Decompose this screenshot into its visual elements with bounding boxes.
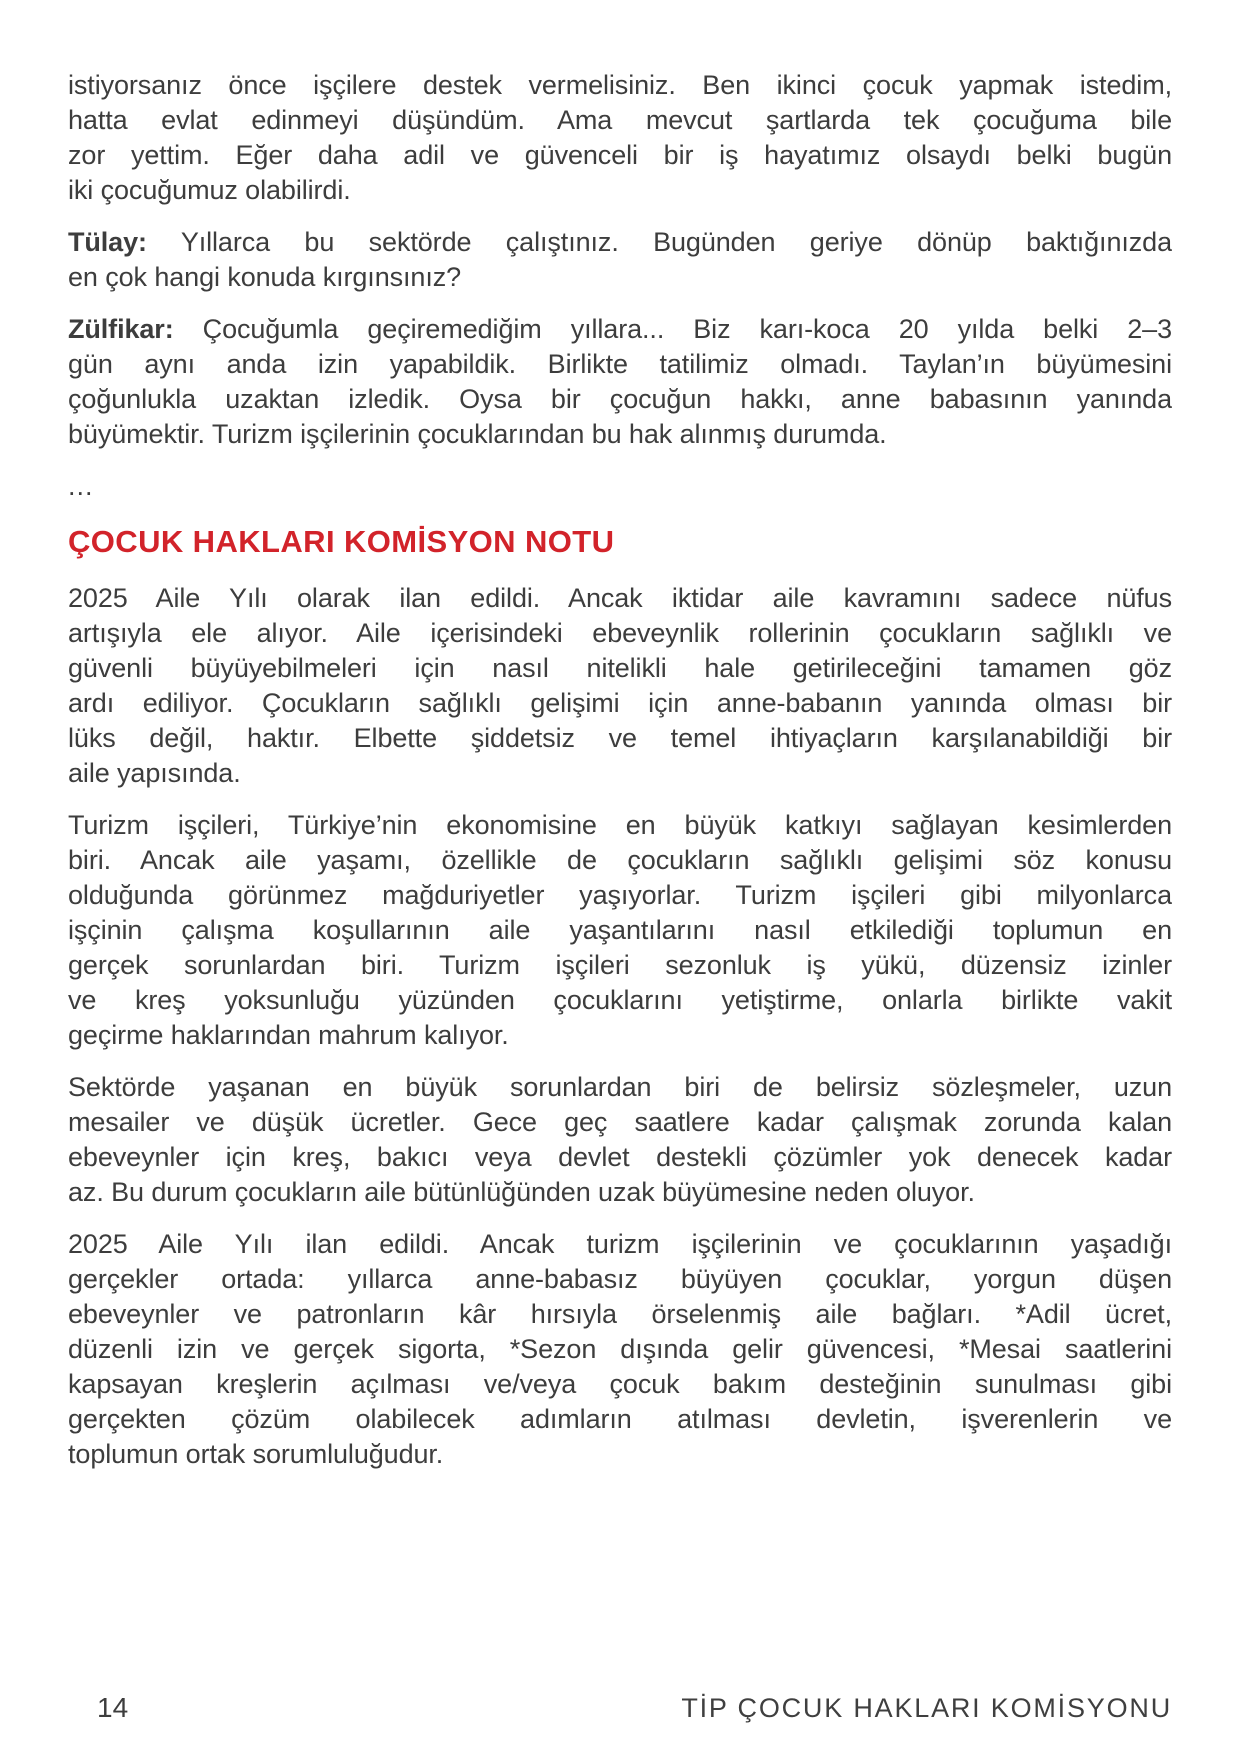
text-line: ebeveynler için kreş, bakıcı veya devlet destekli çözümler yok denecek kadar [68, 1142, 1172, 1172]
note-paragraph [68, 808, 1172, 1053]
interview-question [68, 225, 1172, 295]
question-text: Yıllarca bu sektörde çalıştınız. Bugünden geriye dönüp baktığınızda [146, 227, 1172, 257]
text-line: gerçek sorunlardan biri. Turizm işçileri sezonluk iş yükü, düzensiz izinler [68, 950, 1172, 980]
speaker-name: Zülfikar: [68, 314, 174, 344]
note-paragraph [68, 581, 1172, 791]
text-line: büyümektir. Turizm işçilerinin çocuklarından bu hak alınmış durumda. [68, 419, 887, 449]
text-line: aile yapısında. [68, 758, 241, 788]
text-line: zor yettim. Eğer daha adil ve güvenceli bir iş hayatımız olsaydı belki bugün [68, 140, 1172, 170]
section-heading: ÇOCUK HAKLARI KOMİSYON NOTU [68, 524, 615, 559]
footer-commission-name: TİP ÇOCUK HAKLARI KOMİSYONU [681, 1693, 1172, 1723]
text-line: düzenli izin ve gerçek sigorta, *Sezon dışında gelir güvencesi, *Mesai saatlerini [68, 1334, 1172, 1364]
text-line: geçirme haklarından mahrum kalıyor. [68, 1020, 509, 1050]
note-paragraph [68, 1227, 1172, 1472]
text-line: toplumun ortak sorumluluğudur. [68, 1439, 444, 1469]
text-line: lüks değil, haktır. Elbette şiddetsiz ve temel ihtiyaçların karşılanabildiği bir [68, 723, 1172, 753]
text-line [68, 312, 1172, 347]
text-line: Sektörde yaşanan en büyük sorunlardan biri de belirsiz sözleşmeler, uzun [68, 1072, 1172, 1102]
text-line: hatta evlat edinmeyi düşündüm. Ama mevcut şartlarda tek çocuğuma bile [68, 105, 1172, 135]
text-line: istiyorsanız önce işçilere destek vermelisiniz. Ben ikinci çocuk yapmak istedim, [68, 70, 1172, 100]
text-line: gerçekten çözüm olabilecek adımların atılması devletin, işverenlerin ve [68, 1404, 1172, 1434]
page-number: 14 [97, 1692, 129, 1723]
text-line: az. Bu durum çocukların aile bütünlüğünden uzak büyümesine neden oluyor. [68, 1177, 975, 1207]
text-line: biri. Ancak aile yaşamı, özellikle de çocukların sağlıklı gelişimi söz konusu [68, 845, 1172, 875]
text-line: Turizm işçileri, Türkiye’nin ekonomisine en büyük katkıyı sağlayan kesimlerden [68, 810, 1172, 840]
text-line: çoğunlukla uzaktan izledik. Oysa bir çocuğun hakkı, anne babasının yanında [68, 384, 1172, 414]
text-line: işçinin çalışma koşullarının aile yaşantılarını nasıl etkilediği toplumun en [68, 915, 1172, 945]
page-footer [97, 1694, 1172, 1722]
text-line: güvenli büyüyebilmeleri için nasıl nitelikli hale getirileceğini tamamen göz [68, 653, 1172, 683]
text-line: ebeveynler ve patronların kâr hırsıyla örselenmiş aile bağları. *Adil ücret, [68, 1299, 1172, 1329]
note-paragraph [68, 1070, 1172, 1210]
ellipsis-separator [68, 469, 1172, 504]
text-line: gün aynı anda izin yapabildik. Birlikte tatilimiz olmadı. Taylan’ın büyümesini [68, 349, 1172, 379]
interview-answer [68, 312, 1172, 452]
text-line: olduğunda görünmez mağduriyetler yaşıyorlar. Turizm işçileri gibi milyonlarca [68, 880, 1172, 910]
speaker-name: Tülay: [68, 227, 147, 257]
text-line: en çok hangi konuda kırgınsınız? [68, 262, 462, 292]
answer-text: Çocuğumla geçiremediğim yıllara... Biz karı-koca 20 yılda belki 2–3 [173, 314, 1172, 344]
text-line: ardı ediliyor. Çocukların sağlıklı gelişimi için anne-babanın yanında olması bir [68, 688, 1172, 718]
text-line: artışıyla ele alıyor. Aile içerisindeki ebeveynlik rollerinin çocukların sağlıklı ve [68, 618, 1172, 648]
text-line: iki çocuğumuz olabilirdi. [68, 175, 351, 205]
paragraph-closing-remark [68, 68, 1172, 208]
text-line: 2025 Aile Yılı olarak ilan edildi. Ancak iktidar aile kavramını sadece nüfus [68, 583, 1172, 613]
text-line: gerçekler ortada: yıllarca anne-babasız büyüyen çocuklar, yorgun düşen [68, 1264, 1172, 1294]
text-line: ... [68, 471, 94, 501]
text-line: 2025 Aile Yılı ilan edildi. Ancak turizm işçilerinin ve çocuklarının yaşadığı [68, 1229, 1172, 1259]
text-line: kapsayan kreşlerin açılması ve/veya çocuk bakım desteğinin sunulması gibi [68, 1369, 1172, 1399]
text-line: mesailer ve düşük ücretler. Gece geç saatlere kadar çalışmak zorunda kalan [68, 1107, 1172, 1137]
text-line: ve kreş yoksunluğu yüzünden çocuklarını yetiştirme, onlarla birlikte vakit [68, 985, 1172, 1015]
page-content [68, 68, 1172, 1489]
text-line [68, 225, 1172, 260]
